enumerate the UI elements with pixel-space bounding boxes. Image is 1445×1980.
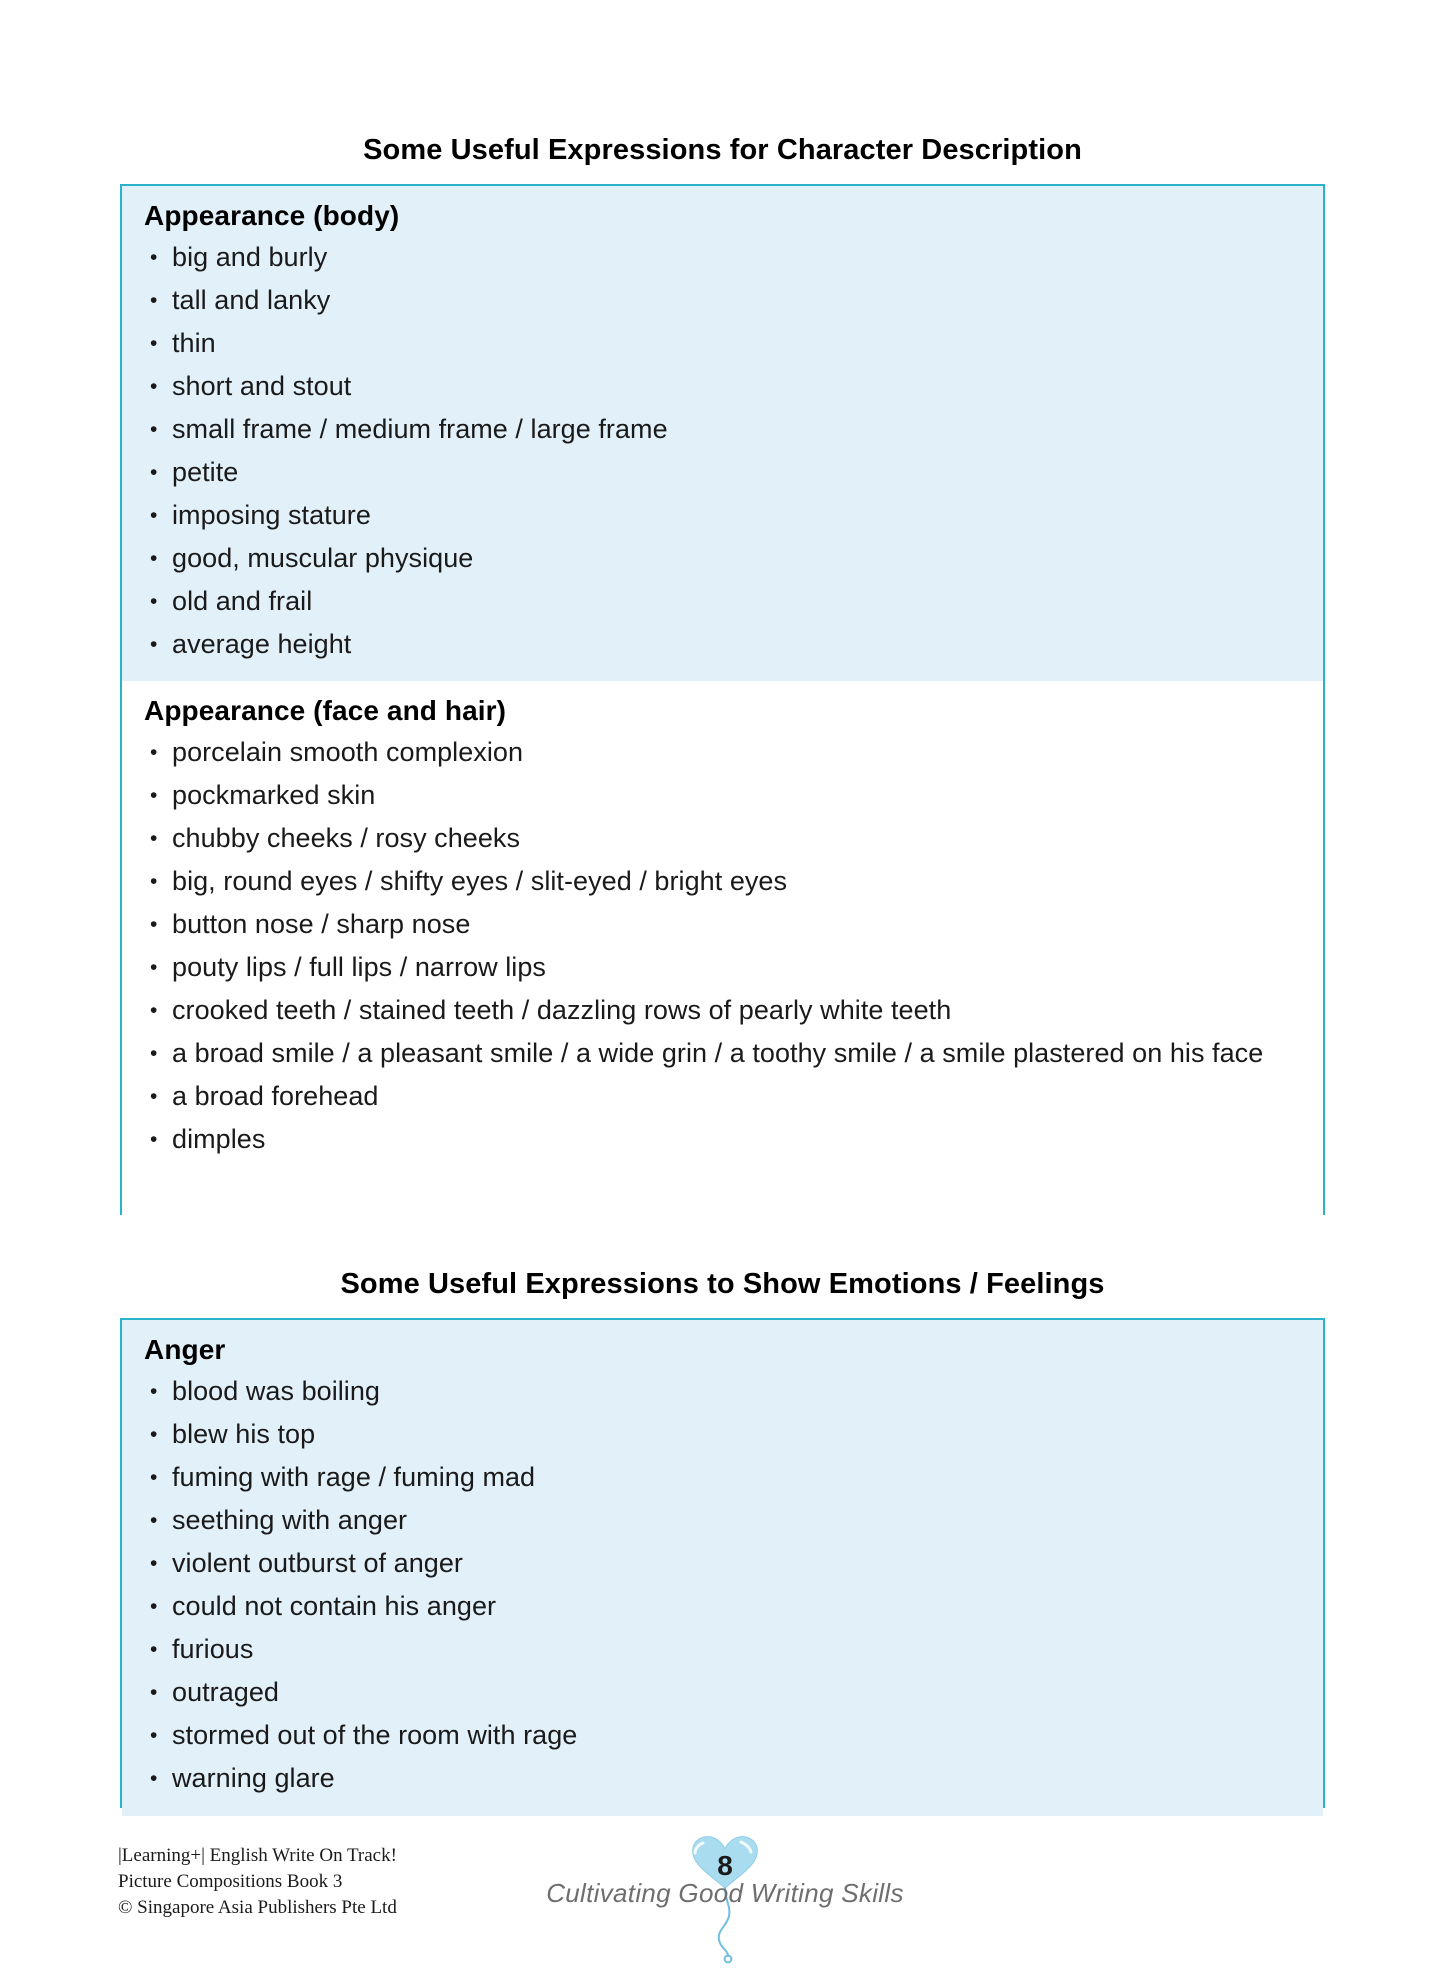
imprint-line-book: Picture Compositions Book 3 [118,1871,343,1892]
anger-panel [122,1320,1323,1816]
page-footer [0,1830,1445,1980]
list-item: • button nose / sharp nose [144,903,1301,946]
publisher-imprint [118,1843,397,1921]
list-item: • stormed out of the room with rage [144,1714,1301,1757]
appearance-body-panel [122,186,1323,681]
imprint-line-title: |Learning+| English Write On Track! [118,1845,397,1866]
list-item: • good, muscular physique [144,537,1301,580]
page-title-emotions-feelings: Some Useful Expressions to Show Emotions / Feelings [340,1268,1105,1300]
list-item: • seething with anger [144,1499,1301,1542]
group-heading-anger: Anger [144,1334,226,1365]
list-item: • a broad forehead [144,1075,1301,1118]
list-item: • imposing stature [144,494,1301,537]
list-item: • small frame / medium frame / large frame [144,408,1301,451]
footer-balloon-graphic [545,1830,905,1980]
appearance-expressions-box [120,184,1325,1215]
list-item: • short and stout [144,365,1301,408]
expression-list-appearance-body [144,236,1301,666]
list-item: • petite [144,451,1301,494]
list-item: • average height [144,623,1301,666]
imprint-line-copyright: © Singapore Asia Publishers Pte Ltd [118,1897,397,1918]
list-item: • a broad smile / a pleasant smile / a wide grin / a toothy smile / a smile plastered on his face [144,1032,1301,1075]
list-item: • violent outburst of anger [144,1542,1301,1585]
list-item: • big and burly [144,236,1301,279]
list-item: • porcelain smooth complexion [144,731,1301,774]
list-item: • blew his top [144,1413,1301,1456]
expression-list-appearance-face-and-hair [144,731,1301,1161]
emotions-expressions-box [120,1318,1325,1808]
list-item: • crooked teeth / stained teeth / dazzling rows of pearly white teeth [144,989,1301,1032]
list-item: • outraged [144,1671,1301,1714]
list-item: • old and frail [144,580,1301,623]
list-item: • fuming with rage / fuming mad [144,1456,1301,1499]
list-item: • thin [144,322,1301,365]
list-item: • big, round eyes / shifty eyes / slit-eyed / bright eyes [144,860,1301,903]
list-item: • blood was boiling [144,1370,1301,1413]
list-item: • dimples [144,1118,1301,1161]
list-item: • pockmarked skin [144,774,1301,817]
group-heading-appearance-face-and-hair: Appearance (face and hair) [144,695,507,726]
list-item: • pouty lips / full lips / narrow lips [144,946,1301,989]
list-item: • furious [144,1628,1301,1671]
list-item: • tall and lanky [144,279,1301,322]
expression-list-anger [144,1370,1301,1800]
group-heading-appearance-body: Appearance (body) [144,200,400,231]
page-title-character-description: Some Useful Expressions for Character Description [363,134,1082,166]
list-item: • warning glare [144,1757,1301,1800]
list-item: • could not contain his anger [144,1585,1301,1628]
footer-tagline: Cultivating Good Writing Skills [546,1878,904,1908]
list-item: • chubby cheeks / rosy cheeks [144,817,1301,860]
appearance-face-hair-panel [122,681,1323,1215]
page-number: 8 [717,1850,733,1881]
